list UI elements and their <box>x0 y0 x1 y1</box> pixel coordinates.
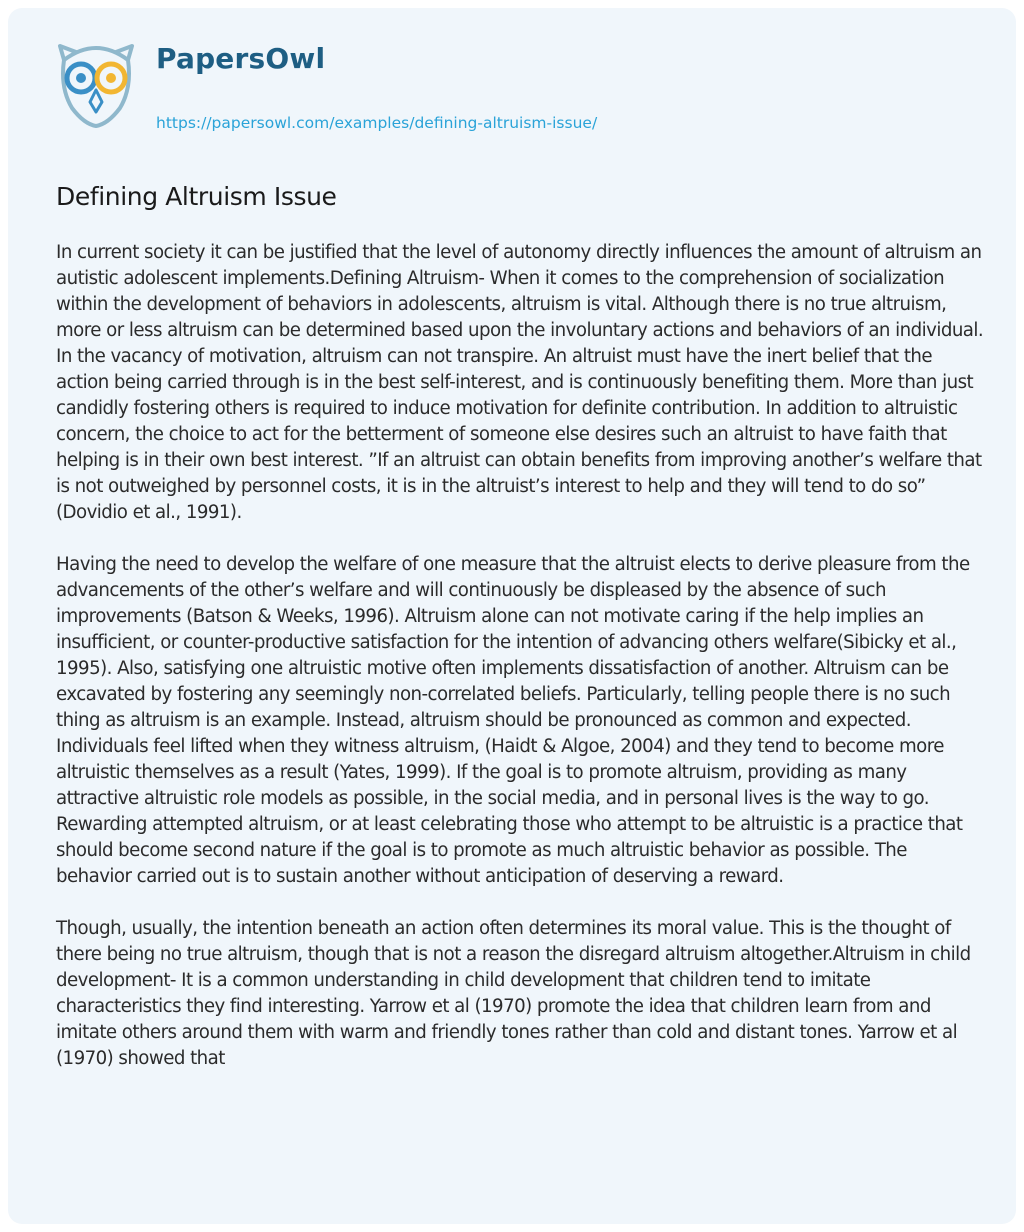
document-card <box>8 8 1016 1224</box>
paragraph-2: Having the need to develop the welfare of one measure that the altruist elects to derive pleasure from the advancements of the other’s welfare and will continuously be displeased by the absence of such improvements (Batson & Weeks, 1996). Altruism alone can not motivate caring if the help implies an insufficient, or counter-productive satisfaction for the intention of advancing others welfare(Sibicky et al., 1995). Also, satisfying one altruistic motive often implements dissatisfaction of another. Altruism can be excavated by fostering any seemingly non-correlated beliefs. Particularly, telling people there is no such thing as altruism is an example. Instead, altruism should be pronounced as common and expected. Individuals feel lifted when they witness altruism, (Haidt & Algoe, 2004) and they tend to become more altruistic themselves as a result (Yates, 1999). If the goal is to promote altruism, providing as many attractive altruistic role models as possible, in the social media, and in personal lives is the way to go. Rewarding attempted altruism, or at least celebrating those who attempt to be altruistic is a practice that should become second nature if the goal is to promote as much altruistic behavior as possible. The behavior carried out is to sustain another without anticipation of deserving a reward. <box>56 554 970 887</box>
brand-name[interactable]: PapersOwl <box>156 42 326 75</box>
owl-logo-icon[interactable] <box>50 38 142 130</box>
paragraph-1: In current society it can be justified that the level of autonomy directly influences the amount of altruism an autistic adolescent implements.Defining Altruism- When it comes to the comprehension of socialization within the development of behaviors in adolescents, altruism is vital. Although there is no true altruism, more or less altruism can be determined based upon the involuntary actions and behaviors of an individual. In the vacancy of motivation, altruism can not transpire. An altruist must have the inert belief that the action being carried through is in the best self-interest, and is continuously benefiting them. More than just candidly fostering others is required to induce motivation for definite contribution. In addition to altruistic concern, the choice to act for the betterment of someone else desires such an altruist to have faith that helping is in their own best interest. ”If an altruist can obtain benefits from improving another’s welfare that is not outweighed by personnel costs, it is in the altruist’s interest to help and they will tend to do so” (Dovidio et al., 1991). <box>56 242 984 523</box>
paragraph-3: Though, usually, the intention beneath an action often determines its moral value. This is the thought of there being no true altruism, though that is not a reason the disregard altruism altogether.Altruism in child development- It is a common understanding in child development that children tend to imitate characteristics they find interesting. Yarrow et al (1970) promote the idea that children learn from and imitate others around them with warm and friendly tones rather than cold and distant tones. Yarrow et al (1970) showed that <box>56 918 971 1069</box>
article-body <box>56 240 984 1098</box>
article-title: Defining Altruism Issue <box>56 182 337 211</box>
page-url[interactable]: https://papersowl.com/examples/defining-altruism-issue/ <box>156 114 598 132</box>
